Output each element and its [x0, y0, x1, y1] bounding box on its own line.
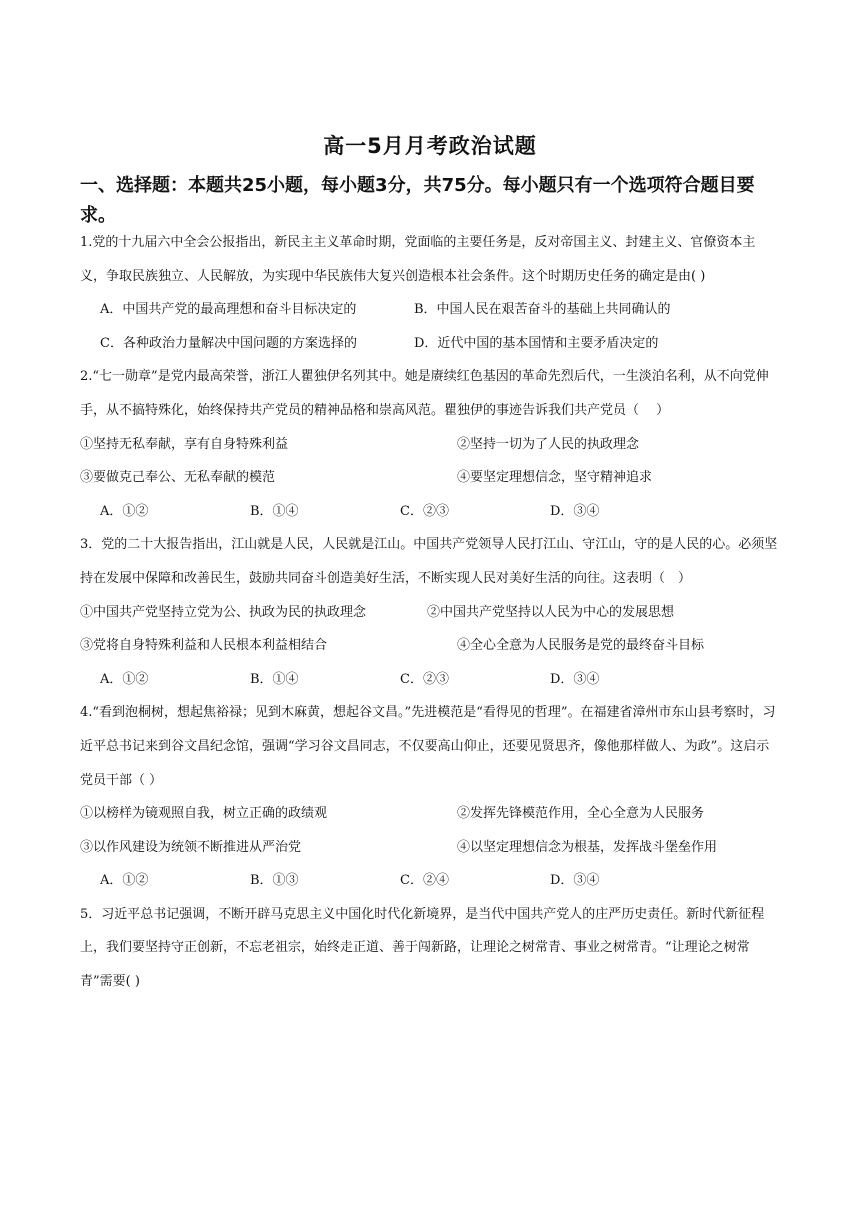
option-c: C．②③ — [400, 671, 449, 687]
option-c: C．②③ — [400, 503, 449, 519]
option-a: A．①② — [100, 503, 149, 519]
option-a: A．中国共产党的最高理想和奋斗目标决定的 — [100, 302, 357, 318]
question-3-statements-row-2 — [80, 629, 780, 663]
question-4-statements-row-2 — [80, 831, 780, 865]
statement-1: ①中国共产党坚持立党为公、执政为民的执政理念 — [80, 604, 367, 620]
page-title: 高一5月月考政治试题 — [323, 134, 537, 158]
statement-2: ②发挥先锋模范作用，全心全意为人民服务 — [457, 806, 705, 822]
question-4-options — [80, 864, 780, 898]
question-4-stem: 4.“看到泡桐树，想起焦裕禄；见到木麻黄，想起谷文昌。”先进模范是“看得见的哲理”。在福建省漳州市东山县考察时，习近平总书记来到谷文昌纪念馆，强调“学习谷文昌同志，不仅要高山仰止，还要见贤思齐，像他那样做人、为政”。这启示党员干部（ ） — [80, 705, 776, 788]
option-b: B．中国人民在艰苦奋斗的基础上共同确认的 — [414, 302, 671, 318]
option-d: D．③④ — [550, 503, 600, 519]
statement-3: ③党将自身特殊利益和人民根本利益相结合 — [80, 638, 328, 654]
statement-4: ④以坚定理想信念为根基，发挥战斗堡垒作用 — [457, 839, 718, 855]
option-d: D．近代中国的基本国情和主要矛盾决定的 — [414, 335, 659, 351]
question-3-stem: 3．党的二十大报告指出，江山就是人民，人民就是江山。中国共产党领导人民打江山、守江山，守的是人民的心。必须坚持在发展中保障和改善民生，鼓励共同奋斗创造美好生活，不断实现人民对美好生活的向往。这表明（ ） — [80, 537, 778, 586]
option-b: B．①③ — [250, 873, 299, 889]
question-list — [80, 226, 780, 999]
statement-4: ④要坚定理想信念，坚守精神追求 — [457, 470, 653, 486]
question-4-statements-row-1 — [80, 797, 780, 831]
option-b: B．①④ — [250, 503, 299, 519]
question-2-options — [80, 495, 780, 529]
question-1-stem: 1.党的十九届六中全会公报指出，新民主主义革命时期，党面临的主要任务是，反对帝国主义、封建主义、官僚资本主义，争取民族独立、人民解放，为实现中华民族伟大复兴创造根本社会条件。这个时期历史任务的确定是由( ) — [80, 235, 756, 284]
question-1-options-row-2 — [80, 327, 780, 361]
option-c: C．②④ — [400, 873, 449, 889]
statement-2: ②坚持一切为了人民的执政理念 — [457, 436, 640, 452]
question-1-options-row-1 — [80, 293, 780, 327]
option-d: D．③④ — [550, 671, 600, 687]
statement-3: ③要做克己奉公、无私奉献的模范 — [80, 470, 276, 486]
statement-4: ④全心全意为人民服务是党的最终奋斗目标 — [457, 638, 705, 654]
statement-1: ①以榜样为镜观照自我，树立正确的政绩观 — [80, 806, 328, 822]
section-heading: 一、选择题：本题共25小题，每小题3分，共75分。每小题只有一个选项符合题目要求。 — [80, 175, 755, 226]
question-2-statements-row-2 — [80, 461, 780, 495]
statement-2: ②中国共产党坚持以人民为中心的发展思想 — [427, 604, 675, 620]
option-b: B．①④ — [250, 671, 299, 687]
question-2-stem: 2.“七一勋章”是党内最高荣誉，浙江人瞿独伊名列其中。她是赓续红色基因的革命先烈后代，一生淡泊名利，从不向党伸手，从不搞特殊化，始终保持共产党员的精神品格和崇高风范。瞿独伊的事迹告诉我们共产党员（ ） — [80, 369, 769, 418]
option-d: D．③④ — [550, 873, 600, 889]
option-a: A．①② — [100, 873, 149, 889]
option-c: C．各种政治力量解决中国问题的方案选择的 — [100, 335, 357, 351]
question-5-stem: 5．习近平总书记强调，不断开辟马克思主义中国化时代化新境界，是当代中国共产党人的庄严历史责任。新时代新征程上，我们要坚持守正创新，不忘老祖宗，始终走正道、善于闯新路，让理论之树常青、事业之树常青。“让理论之树常青”需要( ) — [80, 906, 765, 990]
statement-1: ①坚持无私奉献，享有自身特殊利益 — [80, 436, 289, 452]
statement-3: ③以作风建设为统领不断推进从严治党 — [80, 839, 302, 855]
question-3-options — [80, 663, 780, 697]
question-3-statements-row-1 — [80, 596, 780, 630]
option-a: A．①② — [100, 671, 149, 687]
question-2-statements-row-1 — [80, 428, 780, 462]
